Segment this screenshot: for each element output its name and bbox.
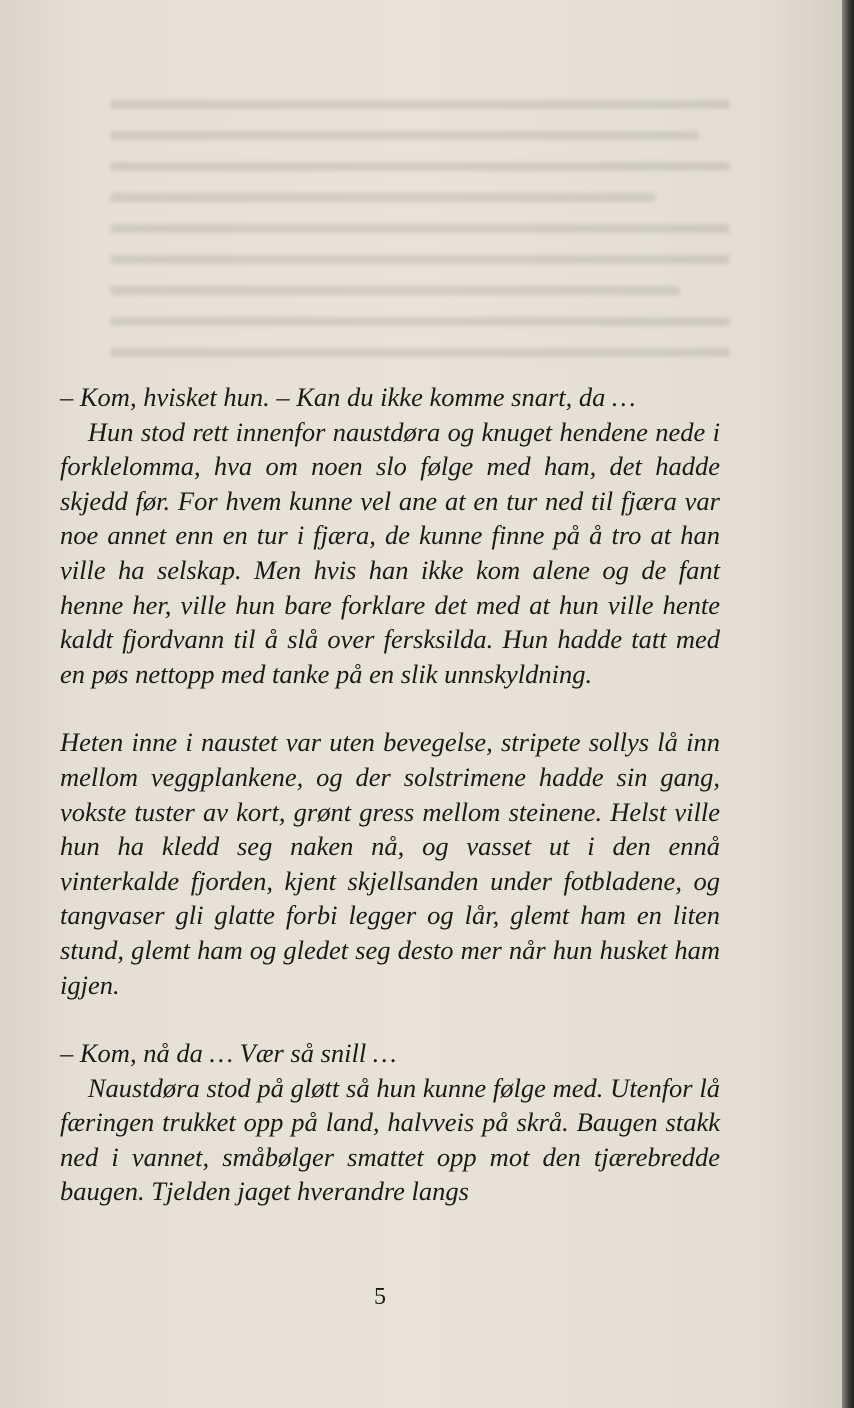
paragraph-1: – Kom, hvisket hun. – Kan du ikke komme snart, da … (60, 382, 636, 412)
paragraph-4: – Kom, nå da … Vær så snill … (60, 1038, 397, 1069)
paragraph-2: Hun stod rett innenfor naustdøra og knuget hendene nede i forklelomma, hva om noen slo følge med ham, det hadde skjedd før. For hvem kunne vel ane at en tur ned til fjæra var noe annet enn en tur i fjæra, de kunne finne på å tro at han ville ha selskap. Men hvis han ikke kom alene og de fant henne her, ville hun bare forklare det med at hun ville hente kaldt fjordvann til å slå over fersksilda. Hun hadde tatt med en pøs nettopp med tanke på en slik unnskyldning. (60, 416, 720, 689)
body-text (60, 380, 720, 1209)
paragraph-5: Naustdøra stod på gløtt så hun kunne følge med. Utenfor lå færingen trukket opp på land, halvveis på skrå. Baugen stakk ned i vannet, småbølger smattet opp mot den tjærebredde baugen. Tjelden jaget hverandre langs (60, 1072, 720, 1207)
page-number: 5 (374, 1284, 386, 1310)
book-spine-edge (842, 0, 854, 1408)
paragraph-3: Heten inne i naustet var uten bevegelse, stripete sollys lå inn mellom veggplankene, og der solstrimene hadde sin gang, vokste tuster av kort, grønt gress mellom steinene. Helst ville hun ha kledd seg naken nå, og vasset ut i den ennå vinterkalde fjorden, kjent skjellsanden under fotbladene, og tangvaser gli glatte forbi legger og lår, glemt ham en liten stund, glemt ham og gledet seg desto mer når hun husket ham igjen. (60, 727, 720, 1000)
show-through-text (110, 100, 730, 370)
